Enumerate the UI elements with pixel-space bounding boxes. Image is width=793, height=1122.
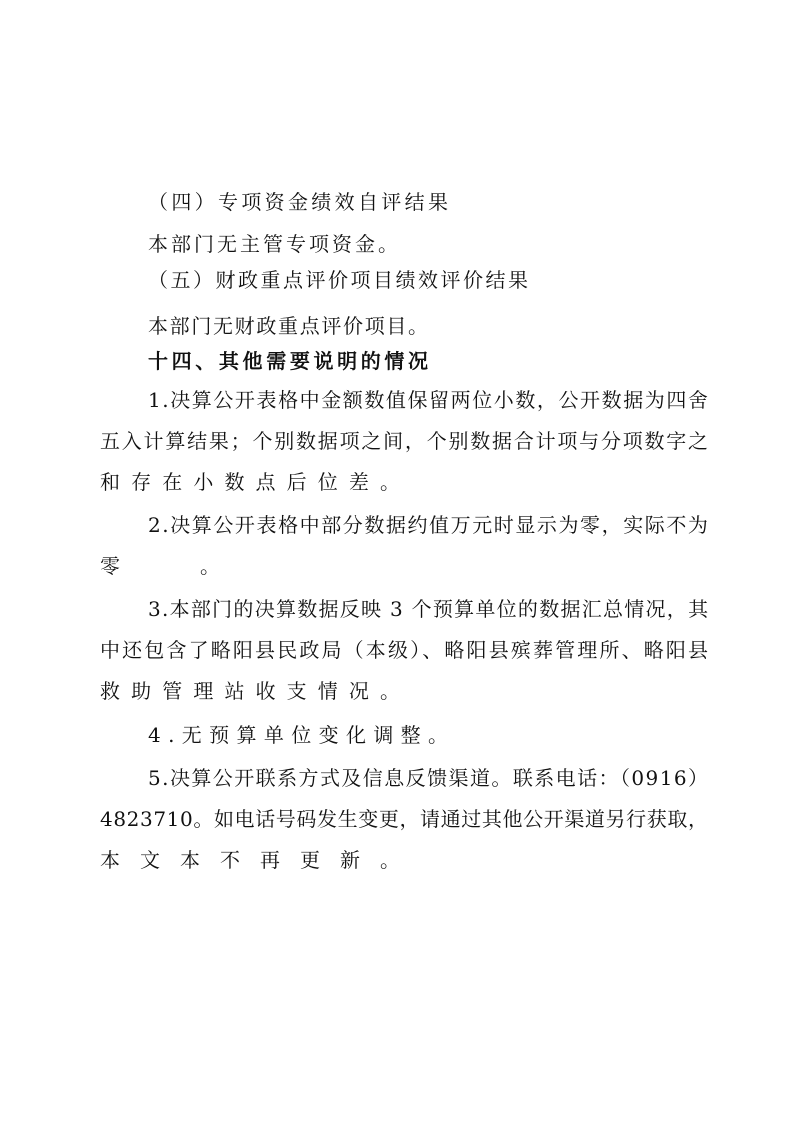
item1-line2: 五入计算结果；个别数据项之间，个别数据合计项与分项数字之 [100, 429, 710, 453]
section4-title: （四）专项资金绩效自评结果 [148, 190, 452, 214]
section5-title: （五）财政重点评价项目绩效评价结果 [148, 268, 531, 292]
section5-body: 本部门无财政重点评价项目。 [148, 314, 430, 338]
chapter14-title: 十四、其他需要说明的情况 [148, 349, 432, 373]
item4-line1: 4.无预算单位变化调整。 [148, 723, 456, 747]
item1-line3: 和存在小数点后位差。 [100, 470, 412, 494]
item5-line2: 4823710。如电话号码发生变更，请通过其他公开渠道另行获取， [100, 807, 709, 831]
item3-line2: 中还包含了略阳县民政局（本级）、略阳县殡葬管理所、略阳县 [100, 638, 711, 662]
item1-line1: 1.决算公开表格中金额数值保留两位小数，公开数据为四舍 [148, 388, 710, 412]
item5-line1: 5.决算公开联系方式及信息反馈渠道。联系电话：（0916） [148, 766, 710, 790]
item2-line1: 2.决算公开表格中部分数据约值万元时显示为零，实际不为 [148, 513, 710, 537]
item2-line2: 零。 [100, 554, 300, 578]
item3-line1: 3.本部门的决算数据反映 3 个预算单位的数据汇总情况，其 [148, 597, 710, 621]
item3-line3: 救助管理站收支情况。 [100, 679, 412, 703]
section4-body: 本部门无主管专项资金。 [148, 232, 401, 256]
item5-line3: 本文本不再更新。 [100, 848, 420, 872]
